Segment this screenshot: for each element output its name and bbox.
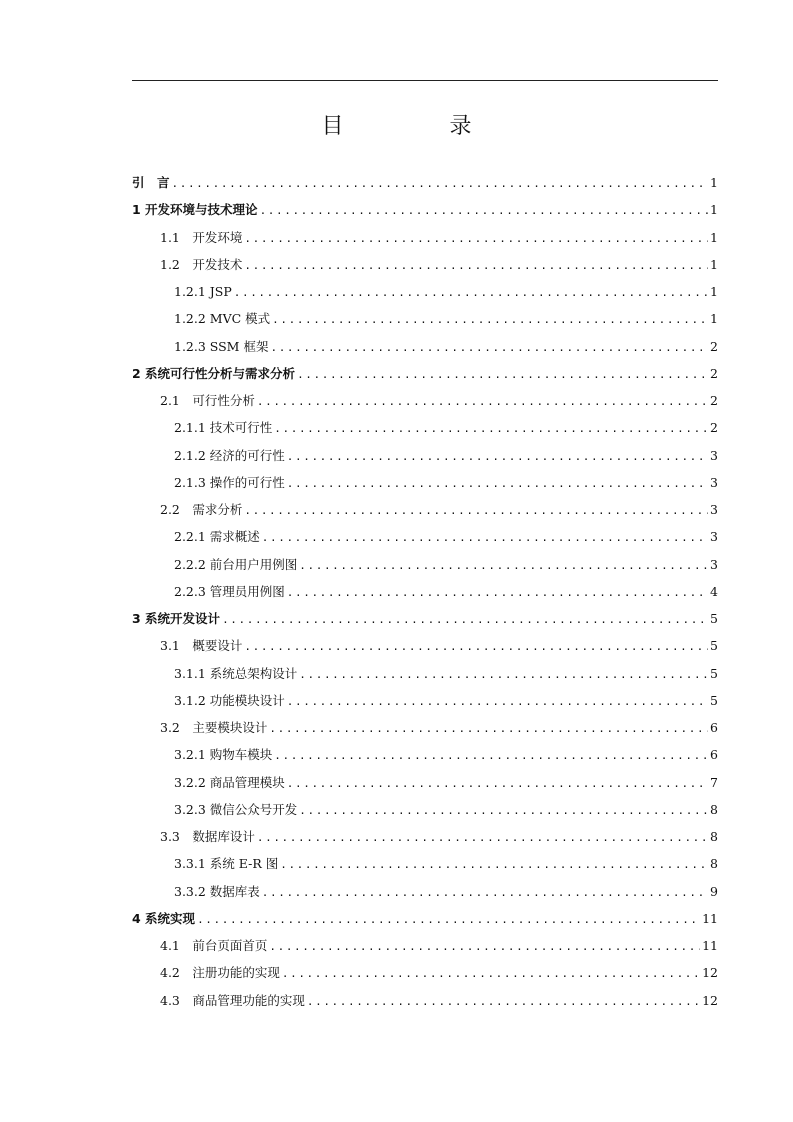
toc-dot-leader [269, 933, 700, 960]
toc-entry-page-number: 3 [710, 447, 718, 463]
toc-entry[interactable] [132, 632, 718, 659]
toc-dot-leader [299, 661, 708, 688]
toc-entry[interactable] [132, 333, 718, 360]
toc-entry-label: 2.1.3 操作的可行性 [174, 474, 285, 490]
toc-dot-leader [280, 851, 708, 878]
toc-entry-label: 3.2.1 购物车模块 [174, 747, 273, 763]
toc-entry[interactable] [132, 714, 718, 741]
toc-entry-label: 2.2 需求分析 [160, 502, 243, 517]
toc-entry-label: 3.3 数据库设计 [160, 829, 255, 844]
toc-entry[interactable] [132, 305, 718, 332]
toc-entry[interactable] [132, 687, 718, 714]
toc-entry[interactable] [132, 959, 718, 986]
toc-entry-label: 1.2.3 SSM 框架 [174, 338, 269, 354]
toc-entry-label: 1.2.2 MVC 模式 [174, 311, 271, 327]
toc-dot-leader [287, 770, 708, 797]
toc-entry-page-number: 5 [710, 665, 718, 681]
toc-dot-leader [262, 879, 708, 906]
toc-entry[interactable] [132, 414, 718, 441]
toc-entry-page-number: 5 [710, 638, 718, 654]
toc-entry-label: 2.2.3 管理员用例图 [174, 583, 285, 599]
toc-dot-leader [287, 579, 708, 606]
toc-entry-page-number: 2 [710, 365, 718, 381]
toc-dot-leader [262, 524, 708, 551]
toc-entry[interactable] [132, 741, 718, 768]
toc-entry-label: 3.1 概要设计 [160, 638, 243, 654]
toc-entry-label: 2.1.2 经济的可行性 [174, 447, 285, 463]
toc-entry-page-number: 6 [710, 747, 718, 763]
toc-entry-page-number: 3 [710, 529, 718, 545]
toc-entry[interactable] [132, 578, 718, 605]
toc-dot-leader [287, 688, 708, 715]
toc-entry-label: 2.1 可行性分析 [160, 393, 255, 408]
toc-entry-page-number: 1 [710, 311, 718, 327]
toc-entry-label: 4.1 前台页面首页 [160, 938, 268, 953]
toc-entry[interactable] [132, 796, 718, 823]
toc-entry-page-number: 11 [702, 910, 718, 926]
toc-entry-page-number: 8 [710, 856, 718, 872]
toc-entry-page-number: 2 [710, 338, 718, 354]
toc-dot-leader [299, 797, 708, 824]
toc-entry-page-number: 2 [710, 393, 718, 408]
toc-entry-page-number: 11 [702, 938, 718, 953]
toc-dot-leader [272, 306, 708, 333]
toc-dot-leader [269, 715, 708, 742]
header-rule [132, 80, 718, 81]
toc-dot-leader [260, 197, 708, 224]
toc-dot-leader [244, 225, 708, 252]
toc-entry-label: 3.2.3 微信公众号开发 [174, 801, 298, 817]
toc-entry[interactable] [132, 278, 718, 305]
toc-entry-label: 1 开发环境与技术理论 [132, 202, 258, 218]
toc-entry-page-number: 12 [702, 992, 718, 1008]
toc-entry-page-number: 1 [710, 256, 718, 272]
toc-entry[interactable] [132, 987, 718, 1014]
toc-dot-leader [297, 361, 708, 388]
toc-entry-page-number: 8 [710, 829, 718, 844]
toc-dot-leader [222, 606, 708, 633]
toc-dot-leader [287, 470, 708, 497]
toc-entry[interactable] [132, 850, 718, 877]
toc-entry-label: 3.1.2 功能模块设计 [174, 692, 285, 708]
toc-entry-label: 引 言 [132, 175, 170, 190]
toc-dot-leader [244, 497, 708, 524]
toc-dot-leader [307, 988, 700, 1015]
toc-dot-leader [274, 415, 708, 442]
toc-entry-page-number: 5 [710, 692, 718, 708]
toc-entry[interactable] [132, 769, 718, 796]
toc-entry-page-number: 3 [710, 556, 718, 572]
toc-list [132, 169, 718, 1014]
toc-entry-page-number: 1 [710, 229, 718, 245]
toc-entry[interactable] [132, 905, 718, 932]
toc-entry-label: 4.3 商品管理功能的实现 [160, 992, 305, 1008]
toc-entry-label: 3.2.2 商品管理模块 [174, 774, 285, 790]
toc-dot-leader [172, 170, 709, 197]
toc-entry-page-number: 7 [710, 774, 718, 790]
toc-dot-leader [299, 552, 708, 579]
toc-entry-page-number: 9 [710, 883, 718, 899]
toc-entry[interactable] [132, 251, 718, 278]
toc-entry-label: 2 系统可行性分析与需求分析 [132, 365, 296, 381]
toc-entry-page-number: 4 [710, 583, 718, 599]
toc-dot-leader [244, 252, 708, 279]
toc-entry[interactable] [132, 169, 718, 196]
toc-dot-leader [244, 633, 708, 660]
toc-entry[interactable] [132, 496, 718, 523]
toc-entry[interactable] [132, 196, 718, 223]
toc-entry-page-number: 3 [710, 502, 718, 517]
toc-entry-page-number: 3 [710, 474, 718, 490]
toc-entry-label: 3 系统开发设计 [132, 611, 221, 626]
toc-entry[interactable] [132, 523, 718, 550]
toc-entry-label: 2.2.2 前台用户用例图 [174, 556, 298, 572]
toc-entry-label: 3.3.1 系统 E-R 图 [174, 856, 279, 872]
toc-entry-label: 1.2.1 JSP [174, 284, 232, 299]
toc-entry[interactable] [132, 551, 718, 578]
toc-entry-page-number: 1 [710, 284, 718, 299]
toc-entry[interactable] [132, 360, 718, 387]
toc-entry-label: 4.2 注册功能的实现 [160, 965, 280, 981]
toc-dot-leader [287, 443, 708, 470]
toc-entry-label: 1.2 开发技术 [160, 256, 243, 272]
toc-entry-page-number: 1 [710, 202, 718, 218]
toc-entry[interactable] [132, 660, 718, 687]
toc-dot-leader [282, 960, 700, 987]
toc-entry[interactable] [132, 387, 718, 414]
toc-entry-label: 3.3.2 数据库表 [174, 883, 260, 899]
toc-entry-label: 4 系统实现 [132, 910, 196, 926]
toc-entry-page-number: 6 [710, 720, 718, 735]
toc-entry-page-number: 5 [710, 611, 718, 626]
toc-entry-page-number: 12 [702, 965, 718, 981]
toc-entry[interactable] [132, 224, 718, 251]
toc-entry-label: 1.1 开发环境 [160, 229, 243, 245]
toc-dot-leader [234, 279, 708, 306]
toc-entry[interactable] [132, 605, 718, 632]
toc-entry[interactable] [132, 442, 718, 469]
toc-entry-label: 3.1.1 系统总架构设计 [174, 665, 298, 681]
toc-entry[interactable] [132, 878, 718, 905]
toc-dot-leader [257, 824, 708, 851]
toc-entry-page-number: 1 [710, 175, 718, 190]
toc-entry[interactable] [132, 823, 718, 850]
toc-entry-label: 2.2.1 需求概述 [174, 529, 260, 545]
toc-entry-label: 2.1.1 技术可行性 [174, 420, 273, 436]
toc-title: 目 录 [321, 114, 514, 139]
toc-entry[interactable] [132, 932, 718, 959]
toc-entry[interactable] [132, 469, 718, 496]
toc-dot-leader [270, 334, 708, 361]
toc-entry-page-number: 2 [710, 420, 718, 436]
toc-dot-leader [257, 388, 708, 415]
toc-dot-leader [197, 906, 700, 933]
toc-entry-page-number: 8 [710, 801, 718, 817]
toc-dot-leader [274, 742, 708, 769]
toc-entry-label: 3.2 主要模块设计 [160, 720, 268, 735]
